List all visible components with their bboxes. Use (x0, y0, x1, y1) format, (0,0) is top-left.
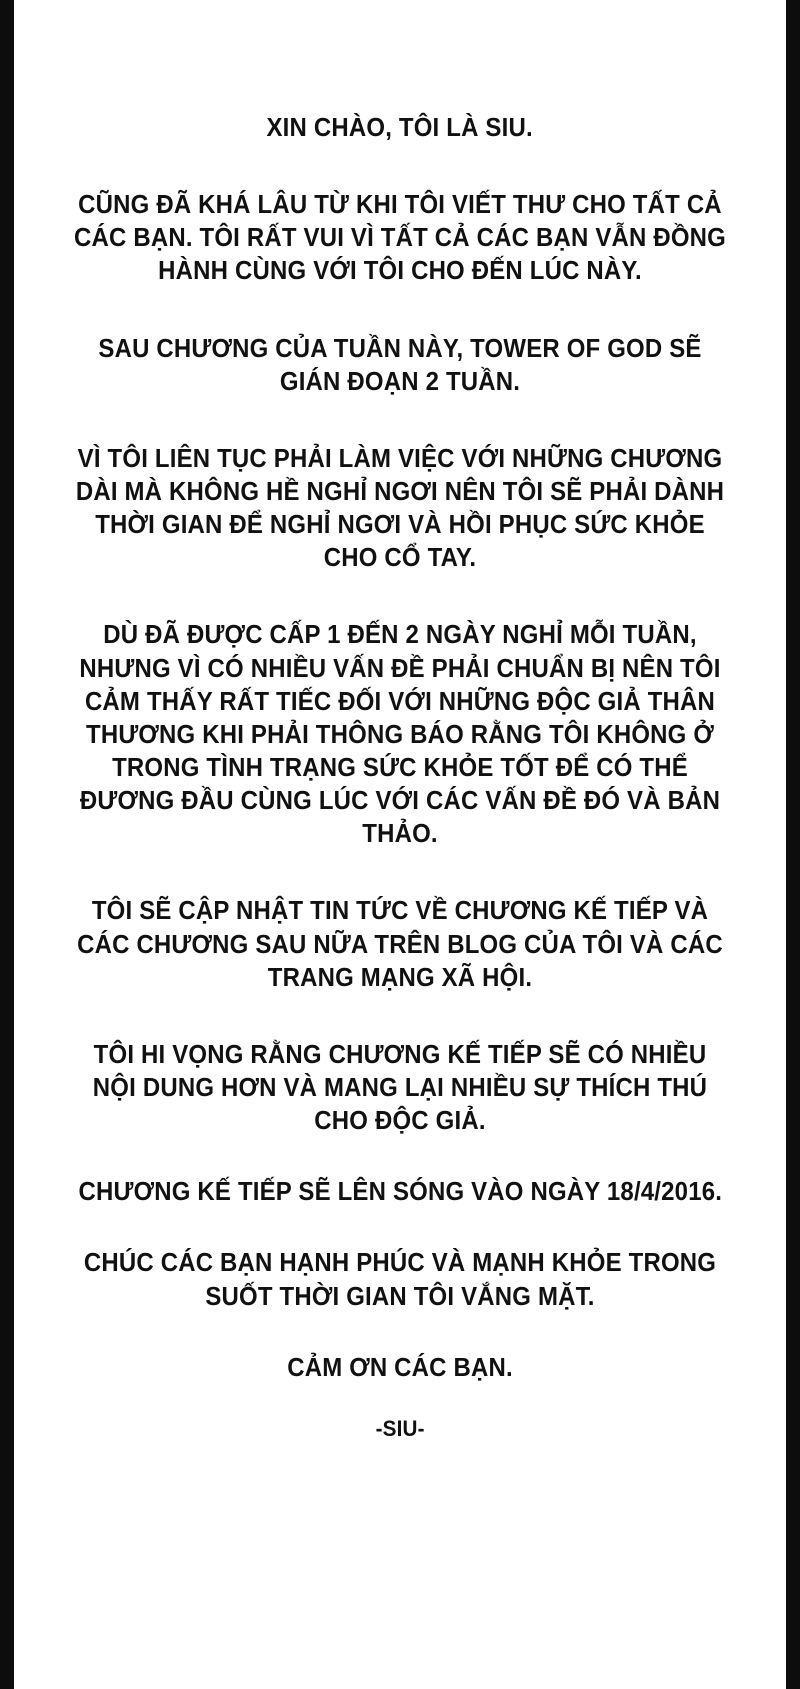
paragraph-updates: TÔI SẼ CẬP NHẬT TIN TỨC VỀ CHƯƠNG KẾ TIẾP VÀ CÁC CHƯƠNG SAU NỮA TRÊN BLOG CỦA TÔI VÀ CÁC TRANG MẠNG XÃ HỘI. (77, 897, 723, 992)
paragraph-wishes: CHÚC CÁC BẠN HẠNH PHÚC VÀ MẠNH KHỎE TRONG SUỐT THỜI GIAN TÔI VẮNG MẶT. (83, 1249, 717, 1311)
paragraph-hiatus-notice: SAU CHƯƠNG CỦA TUẦN NÀY, TOWER OF GOD SẼ GIÁN ĐOẠN 2 TUẦN. (98, 334, 702, 396)
greeting-line: XIN CHÀO, TÔI LÀ SIU. (266, 114, 534, 142)
paragraph-apology: DÙ ĐÃ ĐƯỢC CẤP 1 ĐẾN 2 NGÀY NGHỈ MỖI TUẦN, NHƯNG VÌ CÓ NHIỀU VẤN ĐỀ PHẢI CHUẨN BỊ NÊN TÔI CẢM THẤY RẤT TIẾC ĐỐI VỚI NHỮNG ĐỘC GIẢ THÂN THƯƠNG KHI PHẢI THÔNG BÁO RẰNG TÔI KHÔNG Ở TRONG TÌNH TRẠNG SỨC KHỎE TỐT ĐỂ CÓ THỂ ĐƯƠNG ĐẦU CÙNG LÚC VỚI CÁC VẤN ĐỀ ĐÓ VÀ BẢN THẢO. (79, 621, 721, 849)
paragraph-return-date: CHƯƠNG KẾ TIẾP SẼ LÊN SÓNG VÀO NGÀY 18/4/2016. (78, 1178, 722, 1207)
paragraph-reason-rest: VÌ TÔI LIÊN TỤC PHẢI LÀM VIỆC VỚI NHỮNG CHƯƠNG DÀI MÀ KHÔNG HỀ NGHỈ NGƠI NÊN TÔI SẼ PHẢI DÀNH THỜI GIAN ĐỂ NGHỈ NGƠI VÀ HỒI PHỤC SỨC KHỎE CHO CỔ TAY. (75, 444, 725, 573)
paragraph-thanks: CẢM ƠN CÁC BẠN. (287, 1353, 513, 1382)
signature: -SIU- (375, 1415, 425, 1441)
right-border (786, 0, 800, 1689)
left-border (0, 0, 14, 1689)
paragraph-hope: TÔI HI VỌNG RẰNG CHƯƠNG KẾ TIẾP SẼ CÓ NHIỀU NỘI DUNG HƠN VÀ MANG LẠI NHIỀU SỰ THÍCH THÚ CHO ĐỘC GIẢ. (92, 1040, 708, 1136)
paragraph-intro: CŨNG ĐÃ KHÁ LÂU TỪ KHI TÔI VIẾT THƯ CHO TẤT CẢ CÁC BẠN. TÔI RẤT VUI VÌ TẤT CẢ CÁC BẠN VẪN ĐỒNG HÀNH CÙNG VỚI TÔI CHO ĐẾN LÚC NÀY. (73, 191, 727, 286)
note-text-block (14, 0, 786, 1689)
